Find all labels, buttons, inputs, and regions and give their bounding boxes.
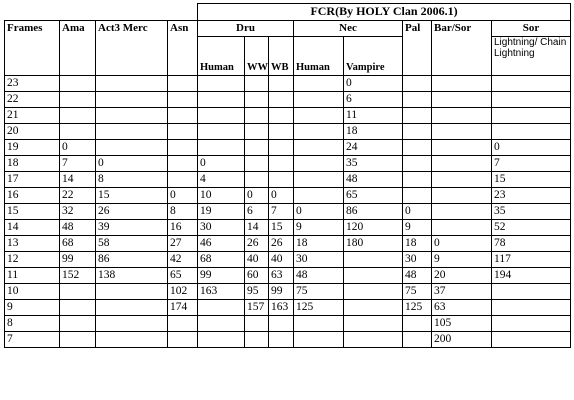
cell-ama [60,332,96,348]
cell-nec-vampire: 18 [344,124,403,140]
cell-pal [403,316,432,332]
cell-sor: 0 [492,140,571,156]
cell-ama [60,76,96,92]
cell-dru-wb [269,124,294,140]
header-dru: Dru [198,21,294,37]
cell-nec-vampire: 24 [344,140,403,156]
cell-sor [492,300,571,316]
header-bar-sor: Bar/Sor [432,21,492,76]
cell-act3 [96,284,168,300]
cell-sor: 194 [492,268,571,284]
table-row [5,108,571,124]
cell-nec-human: 125 [294,300,344,316]
cell-dru-wb [269,140,294,156]
subheader-nec-vampire: Vampire [344,37,403,76]
cell-act3 [96,108,168,124]
cell-barsor [432,220,492,236]
cell-pal: 0 [403,204,432,220]
cell-frames: 9 [5,300,60,316]
cell-dru-human [198,316,245,332]
cell-dru-wb: 163 [269,300,294,316]
cell-act3 [96,76,168,92]
cell-frames: 23 [5,76,60,92]
cell-nec-vampire: 180 [344,236,403,252]
table-row [5,316,571,332]
cell-act3: 26 [96,204,168,220]
cell-asn: 102 [168,284,198,300]
cell-frames: 7 [5,332,60,348]
cell-frames: 12 [5,252,60,268]
cell-ama: 48 [60,220,96,236]
cell-nec-vampire: 65 [344,188,403,204]
cell-barsor [432,188,492,204]
cell-dru-human [198,76,245,92]
header-asn: Asn [168,21,198,76]
cell-dru-ww [245,108,269,124]
cell-asn: 8 [168,204,198,220]
cell-dru-human: 4 [198,172,245,188]
cell-dru-ww: 40 [245,252,269,268]
cell-ama: 14 [60,172,96,188]
cell-ama [60,284,96,300]
cell-asn [168,108,198,124]
cell-frames: 22 [5,92,60,108]
cell-dru-human: 10 [198,188,245,204]
header-frames: Frames [5,21,60,76]
cell-barsor: 0 [432,236,492,252]
table-row [5,188,571,204]
cell-nec-vampire [344,316,403,332]
table-row [5,252,571,268]
table-title: FCR(By HOLY Clan 2006.1) [198,4,571,21]
cell-pal [403,156,432,172]
cell-nec-human: 75 [294,284,344,300]
cell-nec-human [294,332,344,348]
cell-ama [60,92,96,108]
cell-sor [492,316,571,332]
cell-pal [403,124,432,140]
cell-sor: 117 [492,252,571,268]
cell-sor [492,124,571,140]
cell-act3 [96,300,168,316]
cell-sor: 35 [492,204,571,220]
cell-dru-wb: 63 [269,268,294,284]
cell-dru-ww [245,140,269,156]
cell-dru-human: 163 [198,284,245,300]
cell-dru-wb: 15 [269,220,294,236]
cell-dru-ww: 14 [245,220,269,236]
fcr-table-container [4,3,571,348]
cell-nec-human: 0 [294,204,344,220]
cell-sor [492,284,571,300]
cell-ama [60,124,96,140]
cell-pal: 75 [403,284,432,300]
cell-dru-wb: 26 [269,236,294,252]
cell-nec-human: 30 [294,252,344,268]
cell-asn [168,124,198,140]
cell-pal: 9 [403,220,432,236]
cell-act3 [96,124,168,140]
cell-dru-ww: 157 [245,300,269,316]
cell-ama [60,300,96,316]
subheader-dru-human: Human [198,37,245,76]
cell-dru-human: 19 [198,204,245,220]
cell-dru-ww: 0 [245,188,269,204]
cell-sor [492,108,571,124]
cell-dru-wb [269,108,294,124]
cell-act3 [96,332,168,348]
cell-nec-human [294,92,344,108]
cell-ama: 32 [60,204,96,220]
cell-frames: 15 [5,204,60,220]
cell-asn [168,332,198,348]
cell-ama: 0 [60,140,96,156]
cell-barsor [432,156,492,172]
cell-dru-human: 68 [198,252,245,268]
cell-dru-human [198,92,245,108]
cell-nec-human [294,140,344,156]
cell-dru-ww [245,156,269,172]
cell-nec-vampire [344,300,403,316]
cell-act3: 39 [96,220,168,236]
cell-dru-ww [245,172,269,188]
subheader-dru-ww: WW [245,37,269,76]
cell-act3: 0 [96,156,168,172]
cell-dru-ww [245,316,269,332]
table-row [5,268,571,284]
cell-pal: 18 [403,236,432,252]
cell-frames: 18 [5,156,60,172]
title-spacer [5,4,198,21]
cell-barsor: 9 [432,252,492,268]
cell-dru-ww [245,76,269,92]
header-sor: Sor [492,21,571,37]
cell-pal [403,92,432,108]
cell-dru-human [198,108,245,124]
header-pal: Pal [403,21,432,76]
table-row [5,172,571,188]
cell-nec-human: 9 [294,220,344,236]
cell-dru-ww: 60 [245,268,269,284]
cell-dru-wb [269,92,294,108]
cell-dru-human: 46 [198,236,245,252]
cell-nec-human [294,316,344,332]
cell-asn [168,172,198,188]
cell-nec-human [294,76,344,92]
cell-act3: 8 [96,172,168,188]
table-row [5,92,571,108]
cell-sor [492,76,571,92]
cell-act3 [96,92,168,108]
table-row [5,300,571,316]
cell-nec-vampire [344,284,403,300]
cell-barsor [432,204,492,220]
cell-barsor [432,140,492,156]
cell-ama [60,108,96,124]
cell-frames: 13 [5,236,60,252]
cell-nec-vampire: 0 [344,76,403,92]
cell-dru-ww [245,92,269,108]
cell-dru-wb: 0 [269,188,294,204]
cell-sor: 78 [492,236,571,252]
cell-dru-human: 30 [198,220,245,236]
cell-ama: 99 [60,252,96,268]
cell-barsor [432,172,492,188]
cell-sor: 15 [492,172,571,188]
cell-dru-ww: 26 [245,236,269,252]
header-act3-merc: Act3 Merc [96,21,168,76]
table-row [5,76,571,92]
cell-nec-human [294,108,344,124]
cell-nec-human [294,172,344,188]
cell-act3 [96,316,168,332]
cell-pal [403,140,432,156]
subheader-nec-human: Human [294,37,344,76]
cell-ama: 68 [60,236,96,252]
subheader-dru-wb: WB [269,37,294,76]
cell-dru-human: 99 [198,268,245,284]
cell-pal [403,188,432,204]
cell-dru-wb: 7 [269,204,294,220]
cell-nec-human: 48 [294,268,344,284]
cell-sor [492,92,571,108]
cell-pal: 30 [403,252,432,268]
cell-frames: 8 [5,316,60,332]
cell-dru-wb: 99 [269,284,294,300]
cell-asn: 174 [168,300,198,316]
cell-dru-human [198,300,245,316]
cell-asn: 27 [168,236,198,252]
cell-dru-wb [269,332,294,348]
cell-pal: 48 [403,268,432,284]
cell-sor [492,332,571,348]
cell-act3: 138 [96,268,168,284]
cell-barsor: 200 [432,332,492,348]
cell-nec-vampire: 11 [344,108,403,124]
cell-nec-vampire: 120 [344,220,403,236]
cell-pal [403,172,432,188]
cell-ama: 7 [60,156,96,172]
cell-act3: 86 [96,252,168,268]
cell-nec-vampire [344,252,403,268]
cell-pal [403,76,432,92]
cell-nec-vampire: 6 [344,92,403,108]
table-row [5,124,571,140]
cell-nec-human: 18 [294,236,344,252]
cell-act3: 15 [96,188,168,204]
cell-barsor [432,92,492,108]
cell-frames: 21 [5,108,60,124]
cell-asn [168,92,198,108]
cell-asn: 65 [168,268,198,284]
cell-asn: 0 [168,188,198,204]
cell-dru-wb [269,172,294,188]
table-row [5,204,571,220]
cell-dru-human [198,332,245,348]
cell-dru-ww [245,124,269,140]
cell-sor: 23 [492,188,571,204]
cell-dru-ww: 6 [245,204,269,220]
cell-asn [168,76,198,92]
fcr-table [4,3,571,348]
cell-ama: 152 [60,268,96,284]
table-row [5,156,571,172]
cell-nec-human [294,124,344,140]
cell-dru-wb: 40 [269,252,294,268]
cell-frames: 16 [5,188,60,204]
cell-dru-wb [269,76,294,92]
table-row [5,332,571,348]
cell-ama: 22 [60,188,96,204]
cell-asn [168,316,198,332]
subheader-sor-lightning: Lightning/ Chain Lightning [492,37,571,76]
cell-frames: 17 [5,172,60,188]
cell-frames: 11 [5,268,60,284]
cell-pal: 125 [403,300,432,316]
cell-dru-human: 0 [198,156,245,172]
cell-nec-vampire [344,268,403,284]
cell-barsor: 37 [432,284,492,300]
cell-dru-human [198,140,245,156]
cell-barsor [432,76,492,92]
cell-asn [168,140,198,156]
cell-nec-vampire: 48 [344,172,403,188]
cell-barsor: 20 [432,268,492,284]
table-row [5,236,571,252]
cell-nec-vampire: 35 [344,156,403,172]
cell-act3: 58 [96,236,168,252]
cell-nec-vampire [344,332,403,348]
table-row [5,284,571,300]
cell-dru-ww: 95 [245,284,269,300]
cell-nec-human [294,188,344,204]
header-nec: Nec [294,21,403,37]
cell-sor: 52 [492,220,571,236]
cell-barsor [432,124,492,140]
cell-barsor [432,108,492,124]
cell-pal [403,108,432,124]
cell-dru-wb [269,316,294,332]
table-row [5,220,571,236]
cell-asn: 42 [168,252,198,268]
cell-nec-human [294,156,344,172]
table-row [5,140,571,156]
cell-dru-wb [269,156,294,172]
cell-ama [60,316,96,332]
cell-dru-human [198,124,245,140]
cell-dru-ww [245,332,269,348]
cell-frames: 19 [5,140,60,156]
cell-frames: 10 [5,284,60,300]
cell-sor: 7 [492,156,571,172]
cell-asn [168,156,198,172]
cell-asn: 16 [168,220,198,236]
cell-barsor: 63 [432,300,492,316]
cell-nec-vampire: 86 [344,204,403,220]
cell-act3 [96,140,168,156]
cell-pal [403,332,432,348]
cell-frames: 14 [5,220,60,236]
fcr-table-body [5,76,571,348]
header-ama: Ama [60,21,96,76]
cell-barsor: 105 [432,316,492,332]
cell-frames: 20 [5,124,60,140]
